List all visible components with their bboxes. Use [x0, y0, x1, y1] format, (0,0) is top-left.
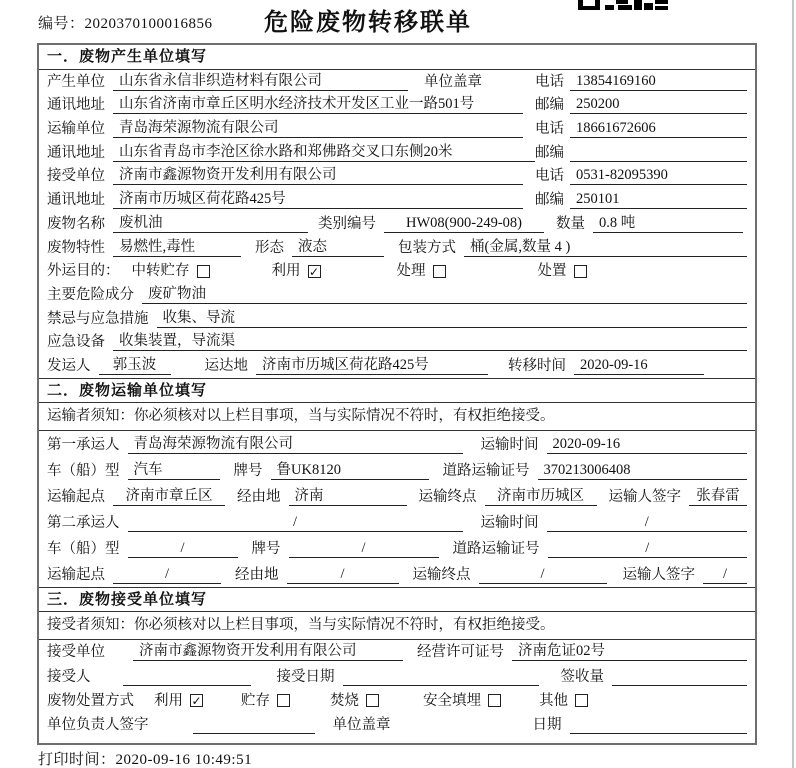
route2-sign-value: / — [703, 565, 747, 584]
waste-traits-value: 易燃性,毒性 — [113, 238, 241, 257]
emergency-equipment-row — [39, 331, 755, 355]
accept-date-label: 接受日期 — [276, 668, 335, 685]
section2-header: 二．废物运输单位填写 — [39, 378, 755, 403]
receiver-label: 接受单位 — [47, 168, 105, 185]
print-time-label: 打印时间： — [38, 752, 116, 768]
serial-label: 编号： — [38, 16, 85, 32]
address-label: 通讯地址 — [47, 192, 105, 209]
document-header — [0, 0, 796, 43]
transporter-row — [39, 117, 755, 141]
plate1-value: 鲁UK8120 — [271, 461, 429, 480]
purpose-option-treat — [397, 262, 446, 280]
disposal-option-store-label: 贮存 — [241, 692, 270, 709]
zip-label: 邮编 — [535, 144, 564, 161]
producer-zip-value: 250200 — [570, 95, 747, 114]
receiver-address-row — [39, 188, 755, 212]
date-label: 日期 — [532, 717, 562, 734]
route2-sign-label: 运输人签字 — [622, 566, 695, 583]
emergency-equipment-value: 收集装置，导流渠 — [113, 332, 747, 351]
transporter-notice: 运输者须知：你必须核对以上栏目事项，当与实际情况不符时，有权拒绝接受。 — [39, 403, 755, 431]
route1-start-label: 运输起点 — [47, 488, 105, 505]
purpose-option-treat-label: 处理 — [396, 263, 426, 280]
carrier2-row — [39, 509, 755, 535]
producer-phone-group — [535, 72, 747, 91]
vehicle1-row — [39, 457, 755, 483]
route2-via-label: 经由地 — [235, 566, 279, 583]
carrier2-label: 第二承运人 — [47, 514, 120, 531]
carrier2-value: / — [128, 513, 463, 532]
disposal-option-use — [154, 692, 203, 710]
waste-name-row — [39, 212, 755, 236]
carrier1-row — [39, 431, 755, 457]
checkbox-icon — [366, 694, 379, 707]
acceptor-row — [39, 664, 755, 688]
producer-label: 产生单位 — [47, 73, 105, 90]
waste-traits-label: 废物特性 — [47, 239, 105, 256]
transporter-address-row — [39, 141, 755, 165]
purpose-row — [39, 260, 755, 284]
purpose-option-transfer — [132, 262, 210, 280]
producer-zip-group — [535, 95, 747, 114]
route1-end-value: 济南市历城区 — [485, 487, 597, 506]
plate2-label: 牌号 — [251, 540, 281, 557]
carrier1-value: 青岛海荣源物流有限公司 — [128, 435, 463, 454]
transporter-value: 青岛海荣源物流有限公司 — [113, 119, 523, 138]
disposal-option-incinerate — [330, 692, 379, 710]
phone-label: 电话 — [535, 121, 564, 138]
disposal-option-incinerate-label: 焚烧 — [330, 692, 359, 709]
section-producer — [39, 45, 755, 378]
transporter-zip-value — [570, 144, 747, 162]
checkbox-checked-icon: ✓ — [191, 694, 202, 709]
contraindication-label: 禁忌与应急措施 — [47, 310, 149, 327]
emergency-equipment-label: 应急设备 — [47, 334, 105, 351]
disposal-option-use-label: 利用 — [154, 692, 183, 709]
route2-end-label: 运输终点 — [412, 566, 471, 583]
signoff-row — [39, 713, 755, 737]
destination-label: 运达地 — [204, 357, 248, 374]
route1-via-label: 经由地 — [237, 488, 281, 505]
responsible-sign-label: 单位负责人签字 — [47, 717, 149, 734]
waste-quantity-label: 数量 — [556, 215, 585, 232]
route1-via-value: 济南 — [289, 487, 407, 506]
qr-code-fragment-icon — [578, 0, 668, 10]
purpose-label: 外运目的： — [47, 263, 120, 280]
route1-sign-label: 运输人签字 — [608, 488, 681, 505]
page-right-edge — [792, 0, 794, 768]
receiver-zip-value: 250101 — [570, 190, 747, 209]
producer-address-value: 山东省济南市章丘区明水经济技术开发区工业一路501号 — [113, 95, 523, 114]
receive-unit-label: 接受单位 — [47, 644, 105, 661]
disposal-method-label: 废物处置方式 — [47, 692, 134, 709]
vehicle1-value: 汽车 — [128, 461, 220, 480]
receiver-zip-group — [535, 190, 747, 209]
section1-header: 一．废物产生单位填写 — [39, 45, 755, 70]
waste-category-value: HW08(900-249-08) — [384, 214, 544, 233]
disposal-option-store — [241, 692, 290, 710]
zip-label: 邮编 — [535, 192, 564, 209]
signed-amount-value — [612, 668, 747, 686]
transfer-time-label: 转移时间 — [508, 357, 566, 374]
checkbox-icon — [277, 694, 290, 707]
waste-form-value: 液态 — [292, 238, 384, 257]
route2-row — [39, 561, 755, 587]
section-transport — [39, 378, 755, 587]
waste-name-label: 废物名称 — [47, 215, 105, 232]
section3-header: 三．废物接受单位填写 — [39, 587, 755, 612]
contraindication-row — [39, 307, 755, 331]
producer-row — [39, 70, 755, 94]
road-license1-label: 道路运输证号 — [442, 462, 530, 479]
checkbox-icon — [197, 265, 210, 278]
receiver-phone-value: 0531-82095390 — [570, 166, 747, 185]
checkbox-icon — [574, 265, 587, 278]
transfer-time-value: 2020-09-16 — [574, 356, 704, 375]
road-license2-label: 道路运输证号 — [452, 540, 540, 557]
address-label: 通讯地址 — [47, 97, 105, 114]
route1-row — [39, 483, 755, 509]
producer-phone-value: 13854169160 — [570, 72, 747, 91]
transporter-phone-value: 18661672606 — [570, 119, 747, 138]
disposal-option-other — [539, 692, 588, 710]
date-value — [570, 716, 748, 734]
disposal-method-row — [39, 689, 755, 713]
route1-sign-value: 张春雷 — [689, 487, 747, 506]
receiver-notice: 接受者须知：你必须核对以上栏目事项，当与实际情况不符时，有权拒绝接受。 — [39, 612, 755, 640]
contraindication-value: 收集、导流 — [157, 309, 748, 328]
address-label: 通讯地址 — [47, 144, 105, 161]
dispatch-row — [39, 354, 755, 378]
producer-seal-label: 单位盖章 — [424, 73, 482, 90]
phone-label: 电话 — [535, 168, 564, 185]
transporter-phone-group — [535, 119, 747, 138]
transporter-address-value: 山东省青岛市李沧区徐水路和郑佛路交叉口东侧20米 — [113, 143, 535, 162]
dispatcher-label: 发运人 — [47, 357, 91, 374]
manifest-form — [37, 43, 757, 745]
destination-value: 济南市历城区荷花路425号 — [256, 356, 488, 375]
route1-start-value: 济南市章丘区 — [113, 487, 225, 506]
purpose-option-dispose — [538, 262, 587, 280]
purpose-option-use — [272, 262, 321, 280]
purpose-option-use-label: 利用 — [271, 263, 301, 280]
plate1-label: 牌号 — [233, 462, 263, 479]
carrier1-label: 第一承运人 — [47, 436, 120, 453]
disposal-option-landfill — [423, 692, 501, 710]
disposal-option-other-label: 其他 — [539, 692, 568, 709]
print-time-value: 2020-09-16 10:49:51 — [115, 752, 253, 768]
transporter-zip-group — [535, 144, 747, 162]
acceptor-value — [123, 668, 251, 686]
packaging-value: 桶(金属,数量 4 ) — [464, 238, 747, 257]
route2-via-value: / — [287, 565, 399, 584]
transport-time-value: 2020-09-16 — [547, 435, 748, 454]
print-time — [38, 748, 252, 768]
waste-traits-row — [39, 236, 755, 260]
producer-value: 山东省永信非织造材料有限公司 — [113, 72, 408, 91]
checkbox-icon — [488, 694, 501, 707]
purpose-option-transfer-label: 中转贮存 — [131, 263, 190, 280]
transport-time2-label: 运输时间 — [480, 514, 539, 531]
unit-seal-label: 单位盖章 — [332, 717, 391, 734]
route2-end-value: / — [479, 565, 607, 584]
checkbox-icon — [575, 694, 588, 707]
receiver-value: 济南市鑫源物资开发利用有限公司 — [113, 166, 523, 185]
zip-label: 邮编 — [535, 97, 564, 114]
vehicle2-row — [39, 535, 755, 561]
acceptor-label: 接受人 — [47, 668, 91, 685]
serial-value: 2020370100016856 — [84, 16, 213, 32]
road-license1-value: 370213006408 — [538, 461, 748, 480]
receiver-address-value: 济南市历城区荷花路425号 — [113, 190, 523, 209]
waste-name-value: 废机油 — [113, 214, 308, 233]
route1-end-label: 运输终点 — [418, 488, 477, 505]
operating-license-value: 济南危证02号 — [512, 642, 747, 661]
hazard-row — [39, 283, 755, 307]
dispatcher-value: 郭玉波 — [99, 356, 171, 375]
hazard-label: 主要危险成分 — [47, 286, 134, 303]
vehicle2-label: 车（船）型 — [47, 540, 120, 557]
responsible-sign-value — [193, 716, 315, 734]
receive-unit-row — [39, 640, 755, 664]
receiver-row — [39, 165, 755, 189]
road-license2-value: / — [548, 539, 748, 558]
signed-amount-label: 签收量 — [560, 668, 604, 685]
route2-start-value: / — [113, 565, 221, 584]
receiver-phone-group — [535, 166, 747, 185]
plate2-value: / — [289, 539, 439, 558]
transporter-label: 运输单位 — [47, 121, 105, 138]
producer-address-row — [39, 94, 755, 118]
checkbox-checked-icon: ✓ — [308, 264, 320, 279]
receive-unit-value: 济南市鑫源物资开发利用有限公司 — [133, 642, 403, 661]
page-title: 危险废物转移联单 — [264, 10, 472, 36]
transport-time-label: 运输时间 — [480, 436, 539, 453]
vehicle1-label: 车（船）型 — [47, 462, 120, 479]
disposal-option-landfill-label: 安全填埋 — [423, 692, 481, 709]
packaging-label: 包装方式 — [398, 239, 456, 256]
transport-time2-value: / — [547, 513, 748, 532]
section-receive — [39, 587, 755, 737]
accept-date-value — [343, 668, 539, 686]
waste-form-label: 形态 — [255, 239, 284, 256]
purpose-option-dispose-label: 处置 — [537, 263, 567, 280]
waste-category-label: 类别编号 — [318, 215, 376, 232]
phone-label: 电话 — [535, 73, 564, 90]
operating-license-label: 经营许可证号 — [417, 644, 504, 661]
vehicle2-value: / — [128, 539, 238, 558]
hazard-value: 废矿物油 — [142, 285, 747, 304]
route2-start-label: 运输起点 — [47, 566, 105, 583]
checkbox-icon — [433, 265, 446, 278]
waste-quantity-value: 0.8 吨 — [593, 214, 743, 233]
